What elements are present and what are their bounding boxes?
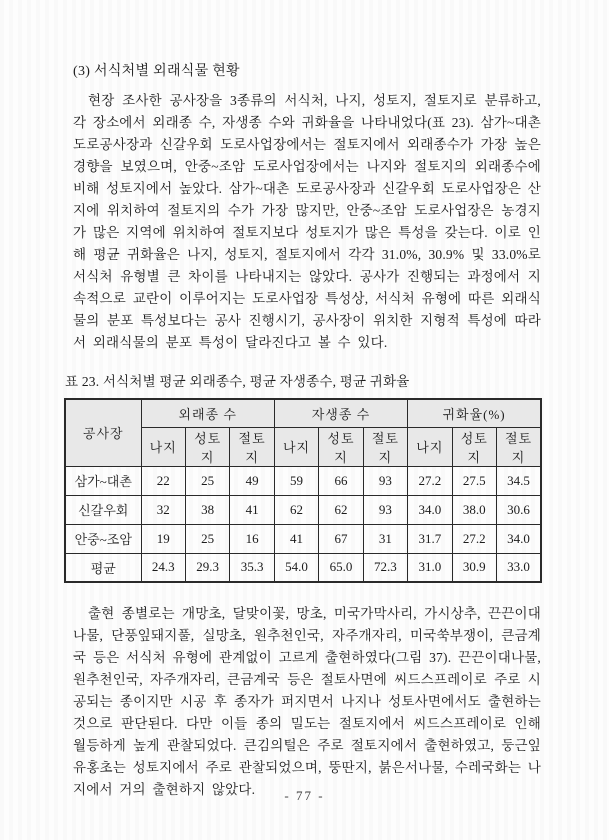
column-group-alien-species: 외래종 수 xyxy=(141,399,274,427)
row-label: 신갈우회 xyxy=(65,495,141,524)
table-cell: 67 xyxy=(319,524,363,553)
table-cell: 31.7 xyxy=(408,524,452,553)
table-cell: 34.0 xyxy=(497,524,542,553)
table-cell: 49 xyxy=(230,466,274,495)
subcol-cut-slope: 절토지 xyxy=(230,427,274,466)
table-cell: 25 xyxy=(185,524,229,553)
table-cell: 27.2 xyxy=(408,466,452,495)
table-row xyxy=(65,495,541,524)
column-group-native-species: 자생종 수 xyxy=(274,399,407,427)
table-cell: 93 xyxy=(363,466,407,495)
table-cell: 31.0 xyxy=(408,553,452,582)
table-cell: 30.6 xyxy=(497,495,542,524)
table-cell: 54.0 xyxy=(274,553,318,582)
table-cell: 38.0 xyxy=(452,495,496,524)
table-cell: 66 xyxy=(319,466,363,495)
table-cell: 62 xyxy=(319,495,363,524)
table-cell: 31 xyxy=(363,524,407,553)
table-cell: 38 xyxy=(185,495,229,524)
table-cell: 24.3 xyxy=(141,553,185,582)
subcol-bare-ground: 나지 xyxy=(141,427,185,466)
row-label: 평균 xyxy=(65,553,141,582)
subcol-fill-slope: 성토지 xyxy=(319,427,363,466)
table-cell: 22 xyxy=(141,466,185,495)
table-header xyxy=(65,399,541,466)
subcol-cut-slope: 절토지 xyxy=(363,427,407,466)
table-cell: 32 xyxy=(141,495,185,524)
table-caption: 표 23. 서식처별 평균 외래종수, 평균 자생종수, 평균 귀화율 xyxy=(65,374,410,389)
table-header-row-groups xyxy=(65,399,541,427)
table-row xyxy=(65,553,541,582)
subcol-fill-slope: 성토지 xyxy=(185,427,229,466)
table-cell: 72.3 xyxy=(363,553,407,582)
column-header-site: 공사장 xyxy=(65,399,141,466)
table-cell: 34.0 xyxy=(408,495,452,524)
table-cell: 35.3 xyxy=(230,553,274,582)
paragraph-habitat-overview: 현장 조사한 공사장을 3종류의 서식처, 나지, 성토지, 절토지로 분류하고, 각 장소에서 외래종 수, 자생종 수와 귀화율을 나타내었다(표 23). 삼가~대촌 도로공사장과 신갈우회 도로사업장에서는 절토지에서 외래종수가 가장 높은 경향을 보였으며, 안중~조암 도로사업장에서는 나지와 절토지의 외래종수에 비해 성토지에서 높았다. 삼가~대촌 도로공사장과 신갈우회 도로사업장은 산지에 위치하여 절토지의 수가 가장 많지만, 안중~조암 도로사업장은 농경지가 많은 지역에 위치하여 절토지보다 성토지가 많은 특성을 갖는다. 이로 인해 평균 귀화율은 나지, 성토지, 절토지에서 각각 31.0%, 30.9% 및 33.0%로 서식처 유형별 큰 차이를 나타내지는 않았다. 공사가 진행되는 과정에서 지속적으로 교란이 이루어지는 도로사업장 특성상, 서식처 유형에 따른 외래식물의 분포 특성보다는 공사 진행시기, 공사장이 위치한 지형적 특성에 따라서 외래식물의 분포 특성이 달라진다고 볼 수 있다. xyxy=(73,93,541,350)
table-row xyxy=(65,524,541,553)
table-cell: 41 xyxy=(274,524,318,553)
table-cell: 16 xyxy=(230,524,274,553)
table-cell: 33.0 xyxy=(497,553,542,582)
table-cell: 93 xyxy=(363,495,407,524)
page-number: - 77 - xyxy=(284,788,325,803)
habitat-species-table xyxy=(64,398,542,583)
table-cell: 41 xyxy=(230,495,274,524)
table-body xyxy=(65,466,541,582)
column-group-naturalization-rate: 귀화율(%) xyxy=(408,399,541,427)
table-cell: 27.5 xyxy=(452,466,496,495)
paragraph-species-occurrence: 출현 종별로는 개망초, 달맞이꽃, 망초, 미국가막사리, 가시상추, 끈끈이대나물, 단풍잎돼지풀, 실망초, 원추천인국, 자주개자리, 미국쑥부쟁이, 큰금계국 등은 서식처 유형에 관계없이 고르게 출현하였다(그림 37). 끈끈이대나물, 원추천인국, 자주개자리, 큰금계국 등은 절토사면에 씨드스프레이로 주로 시공되는 종이지만 시공 후 종자가 퍼지면서 나지나 성토사면에서도 출현하는 것으로 판단된다. 다만 이들 종의 밀도는 절토지에서 씨드스프레이로 인해 월등하게 높게 관찰되었다. 큰김의털은 주로 절토지에서 출현하였고, 둥근잎유홍초는 성토지에서 주로 관찰되었으며, 뚱딴지, 붉은서나물, 수레국화는 나지에서 거의 출현하지 않았다. xyxy=(73,606,541,797)
subcol-fill-slope: 성토지 xyxy=(452,427,496,466)
table-cell: 25 xyxy=(185,466,229,495)
subcol-bare-ground: 나지 xyxy=(408,427,452,466)
table-cell: 65.0 xyxy=(319,553,363,582)
subcol-bare-ground: 나지 xyxy=(274,427,318,466)
row-label: 삼가~대촌 xyxy=(65,466,141,495)
table-cell: 30.9 xyxy=(452,553,496,582)
table-row xyxy=(65,466,541,495)
subcol-cut-slope: 절토지 xyxy=(497,427,542,466)
row-label: 안중~조암 xyxy=(65,524,141,553)
table-cell: 34.5 xyxy=(497,466,542,495)
table-cell: 19 xyxy=(141,524,185,553)
table-cell: 27.2 xyxy=(452,524,496,553)
table-cell: 29.3 xyxy=(185,553,229,582)
section-heading: (3) 서식처별 외래식물 현황 xyxy=(73,64,240,79)
table-cell: 59 xyxy=(274,466,318,495)
table-cell: 62 xyxy=(274,495,318,524)
